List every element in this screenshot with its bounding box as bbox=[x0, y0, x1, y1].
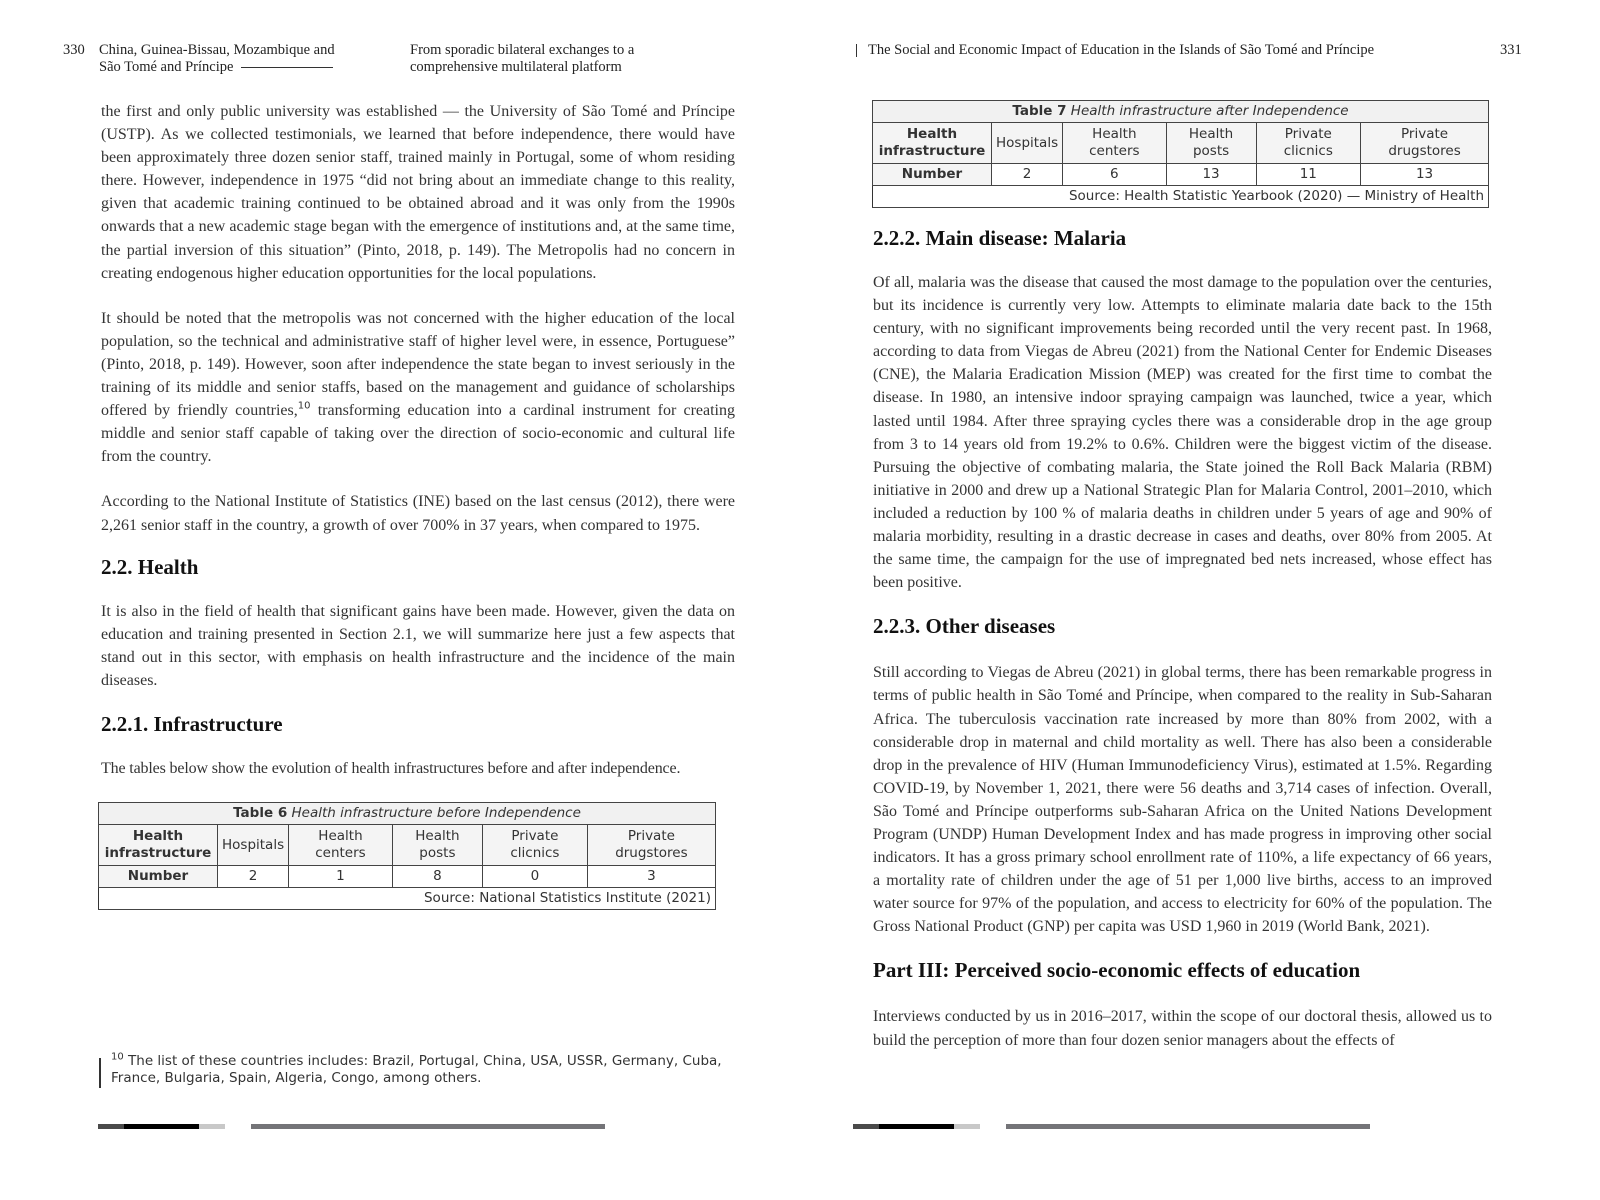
table-6-caption bbox=[99, 803, 716, 825]
footnote-bar bbox=[99, 1058, 101, 1088]
table-6-source: Source: National Statistics Institute (2021) bbox=[99, 888, 716, 910]
footer-bar-segment bbox=[98, 1124, 124, 1129]
table-7-cell: 11 bbox=[1256, 164, 1361, 186]
table-7-cell: 13 bbox=[1166, 164, 1256, 186]
table-7-row-header: Health infrastructure bbox=[873, 123, 992, 164]
paragraph-other-diseases: Still according to Viegas de Abreu (2021) in global terms, there has been remarkable progress in terms of public health in São Tomé and Príncipe, when compared to the reality in Sub-Saharan Africa. The tuberculosis vaccination rate increased by more than 80% from 2002, with a considerable drop in maternal and child mortality as well. There has also been a considerable drop in the prevalence of HIV (Human Immunodeficiency Virus), estimated at 1.5%. Regarding COVID-19, by November 1, 2021, there were 56 deaths and 3,714 cases of infection. Overall, São Tomé and Príncipe outperforms sub-Saharan Africa on the United Nations Development Program (UNDP) Human Development Index and has made progress in improving other social indicators. It has a gross primary school enrollment rate of 110%, a life expectancy of 66 years, a mortality rate of children under the age of 51 per 1,000 live births, access to an improved water source for 97% of the population, and access to electricity for 60% of the population. The Gross National Product (GNP) per capita was USD 1,960 in 2019 (World Bank, 2021). bbox=[873, 664, 1492, 936]
table-6-col-private-clinics: Private clicnics bbox=[482, 825, 587, 866]
page-number-right: 331 bbox=[1500, 42, 1522, 58]
left-text-column bbox=[101, 100, 735, 910]
heading-other-diseases: 2.2.3. Other diseases bbox=[873, 614, 1056, 639]
table-6-label: Table 6 bbox=[233, 805, 288, 822]
paragraph-ine: According to the National Institute of Statistics (INE) based on the last census (2012), there were 2,261 senior staff in the country, a growth of over 700% in 37 years, when compared to 1975. bbox=[101, 493, 735, 534]
paragraph-infrastructure: The tables below show the evolution of health infrastructures before and after independence. bbox=[101, 759, 681, 777]
table-7-col-health-posts: Health posts bbox=[1166, 123, 1256, 164]
running-header-part bbox=[410, 42, 690, 76]
header-bar bbox=[856, 44, 857, 57]
running-header-part-line1: From sporadic bilateral exchanges to a bbox=[410, 42, 635, 58]
paragraph-health: It is also in the field of health that significant gains have been made. However, given the data on education and training presented in Section 2.1, we will summarize here just a few aspects that stand out in this sector, with emphasis on health infrastructure and the incidence of the main diseases. bbox=[101, 602, 735, 689]
running-header-book-line2: São Tomé and Príncipe bbox=[99, 59, 234, 75]
paragraph-university: the first and only public university was established — the University of São Tomé and Príncipe (USTP). As we collected testimonials, we learned that before independence, there would have been approximately three dozen senior staff, trained mainly in Portugal, some of whom residing there. However, independence in 1975 “did not bring about an immediate change to this reality, given that academic training continued to be obtained abroad and it was only from the 1990s onwards that a new academic stage began with the emergence of institutions and, at the same time, the partial inversion of this situation” (Pinto, 2018, p. 149). The Metropolis had no concern in creating endogenous higher education opportunities for the local populations. bbox=[101, 103, 735, 282]
footer-bar-segment bbox=[124, 1124, 199, 1129]
footer-bar-segment bbox=[199, 1124, 225, 1129]
footer-bar-segment bbox=[879, 1124, 954, 1129]
table-7-cell: 2 bbox=[992, 164, 1063, 186]
running-header-book bbox=[99, 42, 359, 76]
paragraph-metropolis bbox=[101, 307, 735, 469]
right-page bbox=[800, 0, 1600, 1200]
table-6-col-health-posts: Health posts bbox=[392, 825, 482, 866]
heading-health: 2.2. Health bbox=[101, 554, 199, 579]
table-6-cell: 8 bbox=[392, 866, 482, 888]
footnote bbox=[111, 1053, 731, 1087]
table-7-col-private-drugstores: Private drugstores bbox=[1361, 123, 1489, 164]
table-6-wrapper bbox=[98, 802, 716, 910]
table-7-number-label: Number bbox=[873, 164, 992, 186]
table-7-col-health-centers: Health centers bbox=[1063, 123, 1166, 164]
heading-malaria: 2.2.2. Main disease: Malaria bbox=[873, 226, 1127, 250]
table-6-col-hospitals: Hospitals bbox=[218, 825, 289, 866]
right-text-column bbox=[873, 100, 1492, 1052]
paragraph-metropolis-text: It should be noted that the metropolis was not concerned with the higher education of the local population, so the technical and administrative staff of higher level were, in essence, Portuguese” (Pinto, 2018, p. 149). However, soon after independence the state began to invest seriously in the training of its middle and senior staffs, based on the management and guidance of scholarships offered by friendly countries, bbox=[101, 309, 735, 420]
table-6-cell: 0 bbox=[482, 866, 587, 888]
footer-bar-segment bbox=[954, 1124, 980, 1129]
footnote-ref[interactable]: 10 bbox=[297, 400, 311, 412]
table-7-col-hospitals: Hospitals bbox=[992, 123, 1063, 164]
running-header-part-line2: comprehensive multilateral platform bbox=[410, 59, 622, 75]
table-6-col-health-centers: Health centers bbox=[289, 825, 393, 866]
heading-part-3: Part III: Perceived socio-economic effects of education bbox=[873, 958, 1361, 983]
table-7-source: Source: Health Statistic Yearbook (2020) — Ministry of Health bbox=[873, 186, 1489, 208]
footnote-number: 10 bbox=[111, 1051, 124, 1063]
running-header-book-right: The Social and Economic Impact of Education in the Islands of São Tomé and Príncipe bbox=[868, 42, 1375, 58]
footer-bar-segment bbox=[853, 1124, 879, 1129]
table-6-cell: 2 bbox=[218, 866, 289, 888]
footnote-text: The list of these countries includes: Brazil, Portugal, China, USA, USSR, Germany, Cuba, France, Bulgaria, Spain, Algeria, Congo, among others. bbox=[111, 1053, 722, 1086]
footer-bar-long bbox=[251, 1124, 605, 1129]
heading-infrastructure: 2.2.1. Infrastructure bbox=[101, 711, 283, 736]
paragraph-part-3: Interviews conducted by us in 2016–2017, within the scope of our doctoral thesis, allowed us to build the perception of more than four dozen senior managers about the effects of bbox=[873, 1008, 1492, 1049]
table-6-row-header: Health infrastructure bbox=[99, 825, 218, 866]
table-6-cell: 3 bbox=[587, 866, 715, 888]
page-number-left: 330 bbox=[63, 42, 85, 58]
paragraph-malaria: Of all, malaria was the disease that caused the most damage to the population over the centuries, but its incidence is currently very low. Attempts to eliminate malaria date back to the 15th century, with no significant improvements being recorded until the very recent past. In 1968, according to data from Viegas de Abreu (2021) from the National Center for Endemic Diseases (CNE), the Malaria Eradication Mission (MEP) was created for the first time to combat the disease. In 1980, an intensive indoor spraying campaign was launched, twice a year, which lasted until 1984. After three spraying cycles there was a considerable drop in the age group from 3 to 14 years old from 19.2% to 0.6%. Children were the biggest victim of the disease. Pursuing the objective of combating malaria, the State joined the Roll Back Malaria (RBM) initiative in 2000 and drew up a National Strategic Plan for Malaria Control, 2001–2010, which included a reduction by 100 % of malaria deaths in children under 5 years of age and 90% of malaria morbidity, resulting in a drastic decrease in cases and deaths, over 80% from 2005. At the same time, the campaign for the use of impregnated bed nets increased, whose effect has been positive. bbox=[873, 274, 1492, 592]
table-7-cell: 13 bbox=[1361, 164, 1489, 186]
running-header-book-line1: China, Guinea-Bissau, Mozambique and bbox=[99, 42, 335, 58]
header-rule bbox=[241, 67, 333, 68]
table-6-col-private-drugstores: Private drugstores bbox=[587, 825, 715, 866]
table-7-col-private-clinics: Private clicnics bbox=[1256, 123, 1361, 164]
table-6 bbox=[98, 802, 716, 910]
table-6-number-label: Number bbox=[99, 866, 218, 888]
paragraph-metropolis-tail: transforming education into a cardinal instrument for creating middle and senior staff capable of taking over the direction of socio-economic and cultural life from the country. bbox=[101, 402, 735, 466]
table-7-cell: 6 bbox=[1063, 164, 1166, 186]
table-7-caption bbox=[873, 101, 1489, 123]
table-7-label: Table 7 bbox=[1012, 103, 1067, 119]
table-6-title: Health infrastructure before Independence bbox=[287, 805, 581, 822]
table-7 bbox=[872, 100, 1489, 208]
table-7-wrapper bbox=[872, 100, 1489, 208]
table-7-title: Health infrastructure after Independence bbox=[1066, 103, 1349, 119]
table-6-cell: 1 bbox=[289, 866, 393, 888]
footer-bar-long bbox=[1006, 1124, 1370, 1129]
